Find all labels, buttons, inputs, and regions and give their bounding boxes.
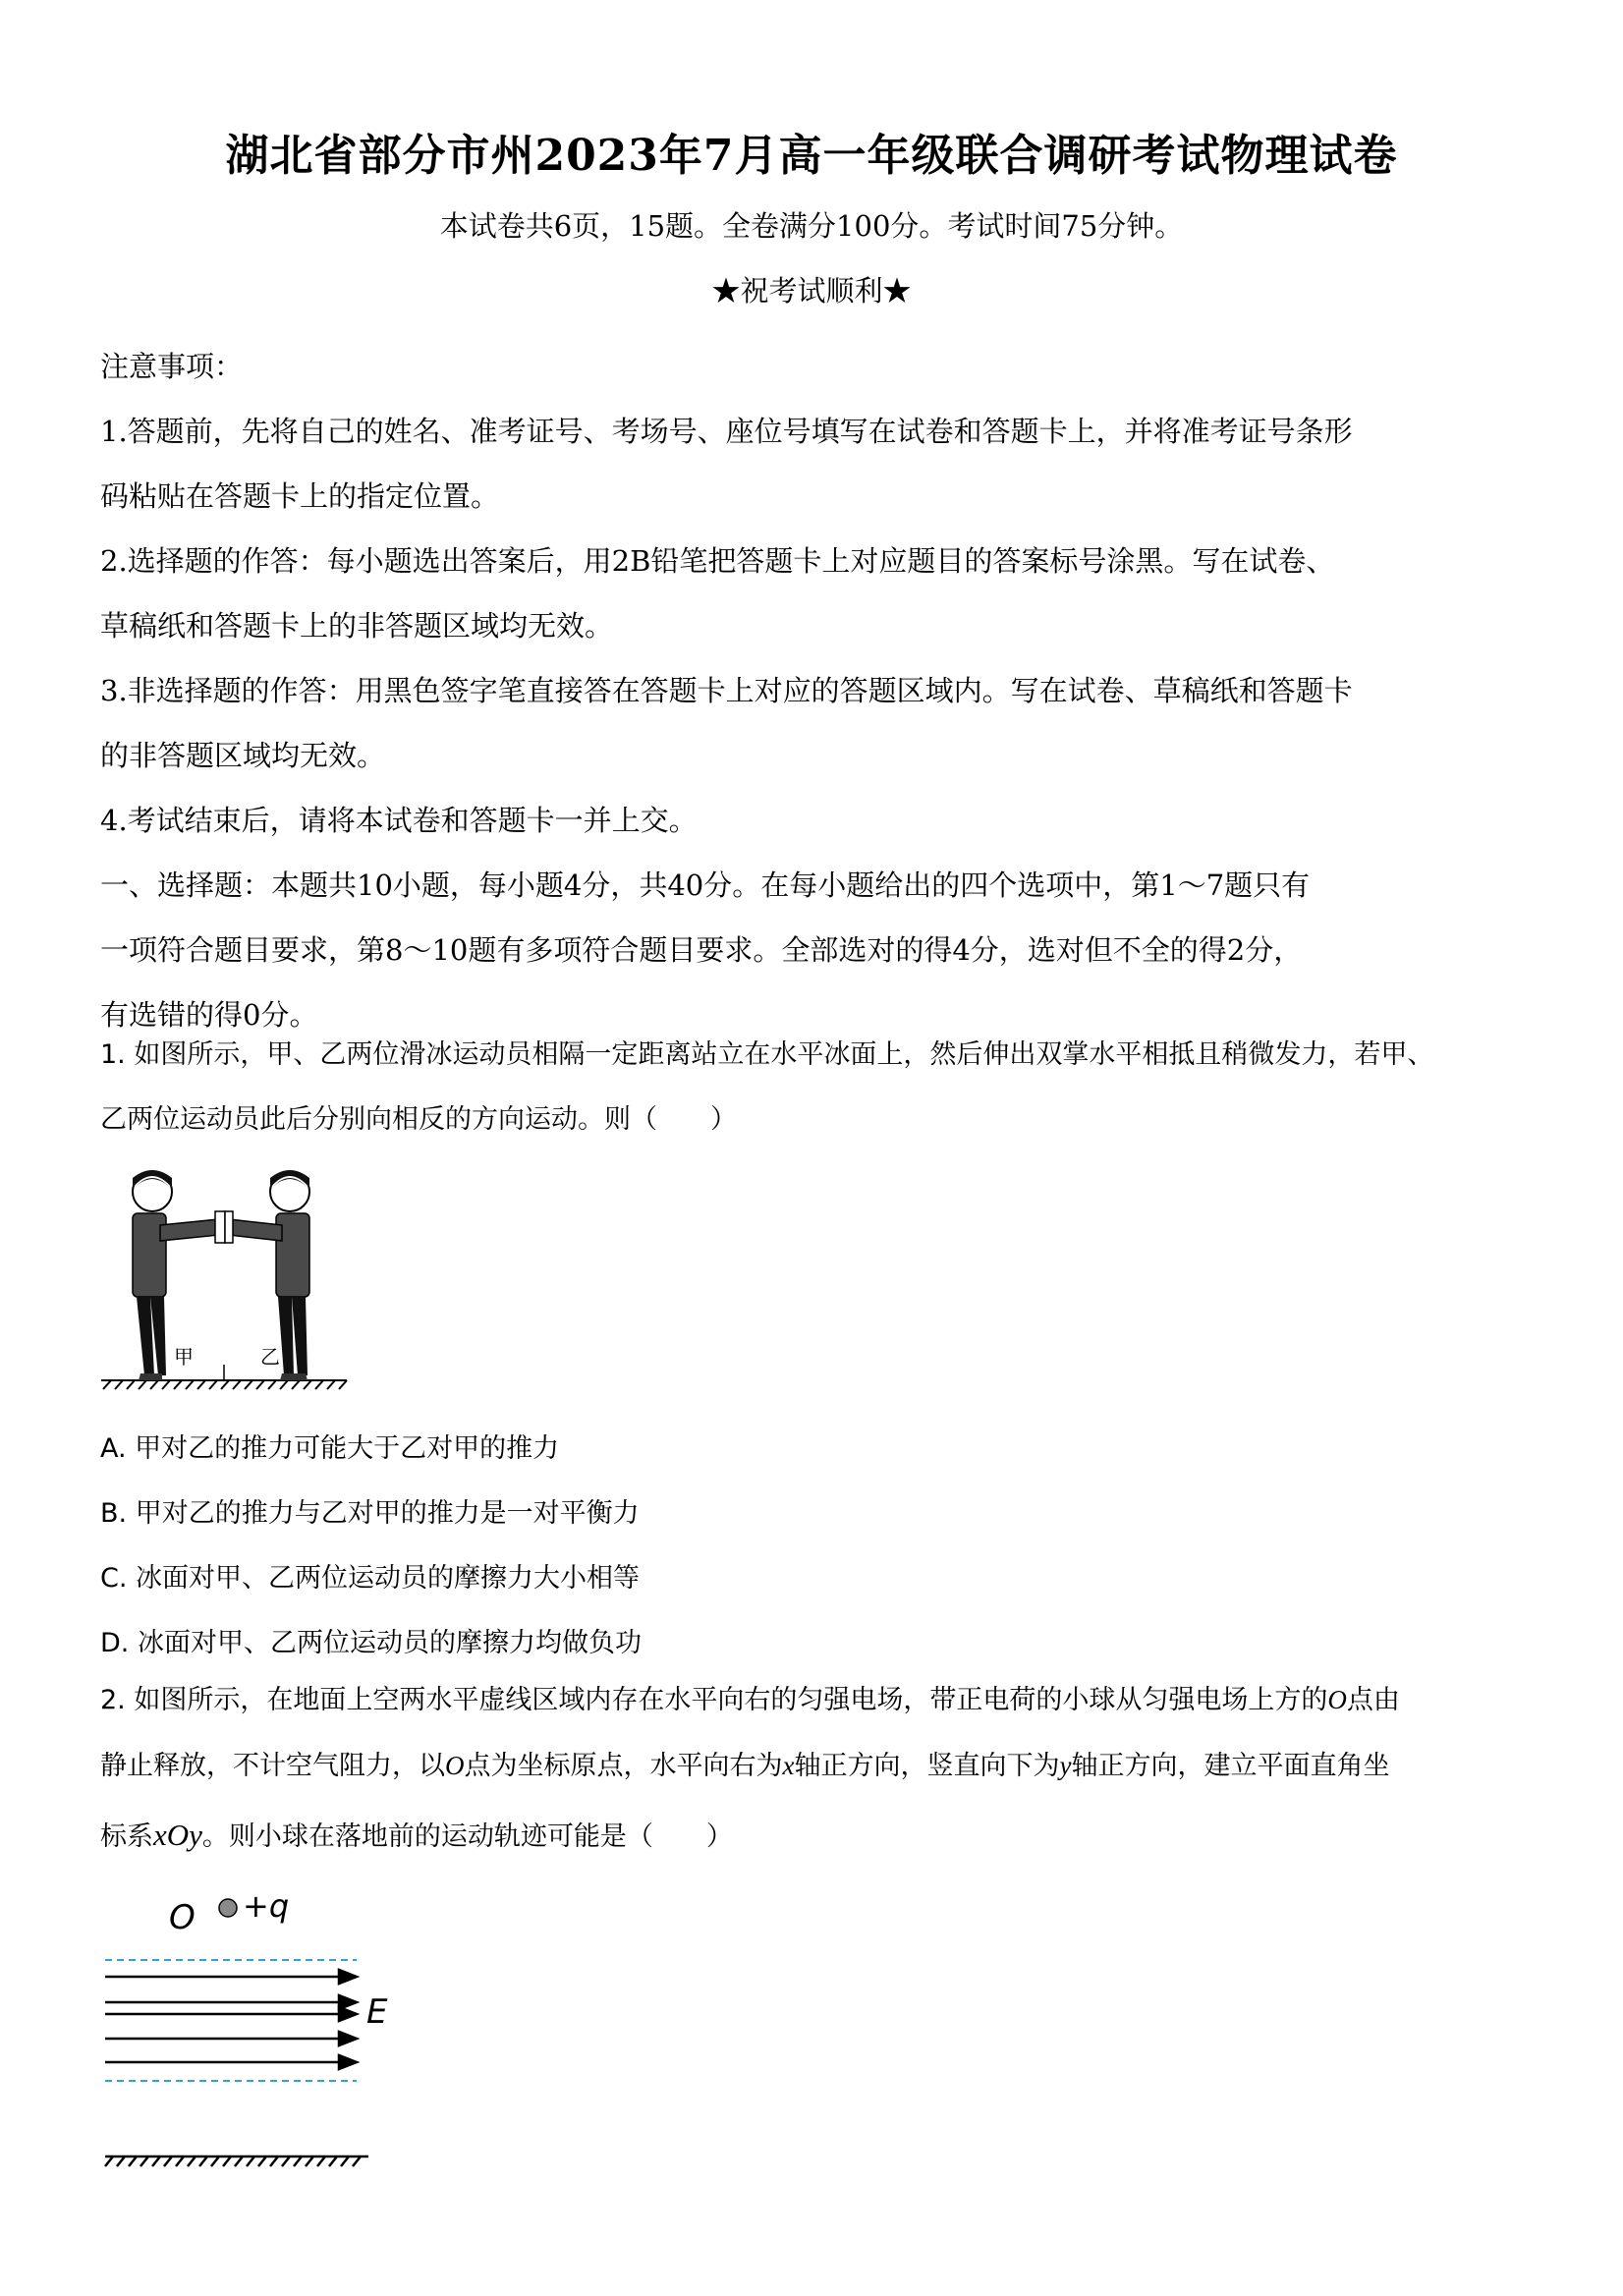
question-1-option-d[interactable]: D. 冰面对甲、乙两位运动员的摩擦力均做负功 (100, 1628, 642, 1658)
q2-var-o: O (1327, 1685, 1347, 1714)
ground-q2 (105, 2156, 368, 2166)
field-label-e: E (366, 1992, 388, 2032)
q2-var-y: y (1059, 1751, 1072, 1780)
charge-label: +q (243, 1887, 290, 1925)
q2-line-2-text-c: 轴正方向，竖直向下为 (794, 1751, 1060, 1781)
question-1-line-1: 1. 如图所示，甲、乙两位滑冰运动员相隔一定距离站立在水平冰面上，然后伸出双掌水平相抵且稍微发力，若甲、 (100, 1039, 1434, 1070)
label-jia: 甲 (174, 1345, 194, 1369)
section1-line-1: 一、选择题：本题共10小题，每小题4分，共40分。在每小题给出的四个选项中，第1～7题只有 (100, 868, 1311, 902)
question-1-stem (100, 1023, 1544, 1152)
origin-label: O (169, 1898, 196, 1937)
question-2-line-1 (100, 1667, 1544, 1733)
q2-line-3-text-b: 。则小球在落地前的运动轨迹可能是（ ） (201, 1821, 733, 1852)
question-2-figure (93, 1872, 418, 2176)
question-2-line-2 (100, 1733, 1544, 1799)
q2-line-2-text-a: 静止释放，不计空气阻力，以 (100, 1751, 445, 1781)
q2-line-3-text-a: 标系 (100, 1821, 153, 1852)
q2-var-xoy: xOy (153, 1818, 202, 1852)
q2-var-x: x (782, 1751, 795, 1780)
q2-line-2-text-d: 轴正方向，建立平面直角坐 (1071, 1751, 1390, 1781)
note-3-line-1: 3.非选择题的作答：用黑色签字笔直接答在答题卡上对应的答题区域内。写在试卷、草稿纸和答题卡 (100, 674, 1353, 707)
q2-line-1-text-b: 点由 (1346, 1685, 1400, 1715)
note-3-line-2: 的非答题区域均无效。 (100, 739, 386, 772)
q2-line-1-text-a: 2. 如图所示，在地面上空两水平虚线区域内存在水平向右的匀强电场，带正电荷的小球从匀强电场上方的 (100, 1685, 1328, 1715)
exam-title: 湖北省部分市州2023年7月高一年级联合调研考试物理试卷 (225, 131, 1398, 181)
section1-line-2: 一项符合题目要求，第8～10题有多项符合题目要求。全部选对的得4分，选对但不全的得2分， (100, 933, 1303, 967)
q2-var-o2: O (445, 1751, 465, 1780)
note-1-line-1: 1.答题前，先将自己的姓名、准考证号、考场号、座位号填写在试卷和答题卡上，并将准考证号条形 (100, 415, 1353, 448)
question-1-line-2: 乙两位运动员此后分别向相反的方向运动。则（ ） (100, 1104, 737, 1135)
exam-subtitle: 本试卷共6页，15题。全卷满分100分。考试时间75分钟。 (439, 209, 1184, 243)
question-1-option-a[interactable]: A. 甲对乙的推力可能大于乙对甲的推力 (100, 1433, 560, 1464)
question-1-option-b[interactable]: B. 甲对乙的推力与乙对甲的推力是一对平衡力 (100, 1498, 640, 1529)
notes-heading: 注意事项： (100, 350, 244, 383)
question-1-figure (93, 1164, 359, 1390)
notes-section (100, 334, 1544, 1047)
note-1-line-2: 码粘贴在答题卡上的指定位置。 (100, 479, 500, 513)
section1-line-3: 有选错的得0分。 (100, 998, 318, 1032)
label-yi: 乙 (260, 1345, 280, 1369)
question-1-option-c[interactable]: C. 冰面对甲、乙两位运动员的摩擦力大小相等 (100, 1563, 641, 1594)
question-2-stem (100, 1667, 1544, 1874)
note-2-line-2: 草稿纸和答题卡上的非答题区域均无效。 (100, 609, 614, 643)
q2-line-2-text-b: 点为坐标原点，水平向右为 (464, 1751, 783, 1781)
field-lines (105, 1970, 357, 2069)
blessing-line: ★祝考试顺利★ (711, 274, 912, 308)
note-4: 4.考试结束后，请将本试卷和答题卡一并上交。 (100, 804, 698, 837)
ice-ground (101, 1365, 347, 1389)
question-2-line-3 (100, 1799, 1544, 1874)
note-2-line-1: 2.选择题的作答：每小题选出答案后，用2B铅笔把答题卡上对应题目的答案标号涂黑。写在试卷、 (100, 544, 1335, 578)
charged-ball (219, 1899, 237, 1917)
